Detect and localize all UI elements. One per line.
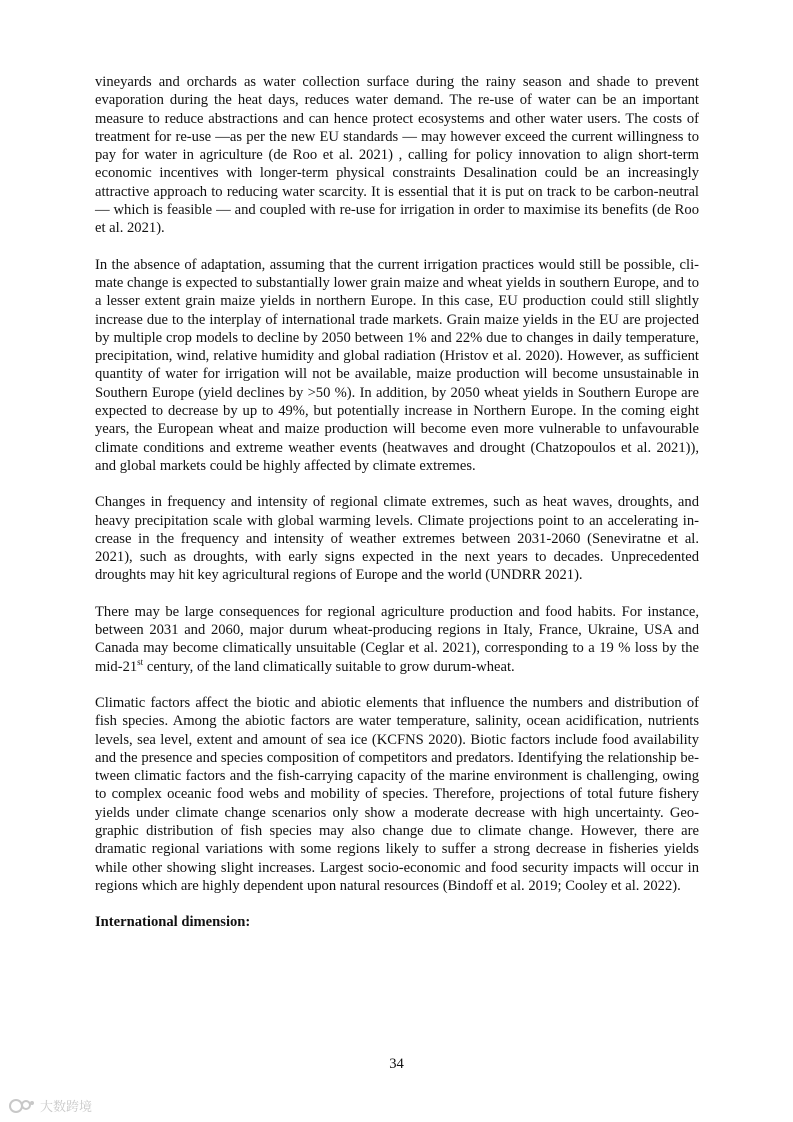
paragraph-durum-wheat — [95, 603, 699, 676]
paragraph-text: Climatic factors affect the biotic and abiotic elements that influence the numbers and distribution of fish species. Among the abiotic factors are water temperature, salinity, ocean acidification, nutrients levels, sea level, extent and amount of sea ice (KCFNS 2020). Biotic factors include food availability and the presence and species composition of competitors and predators. Identifying the relationship be-tween climatic factors and the fish-carrying capacity of the marine environment is challenging, owing to complex oceanic food webs and mobility of species. Therefore, projections of total future fishery yields under climate change scenarios only show a moderate decrease with high uncertainty. Geo-graphic distribution of fish species may also change due to climate change. However, there are dramatic regional variations with some regions likely to suffer a strong decrease in fisheries yields while other showing slight increases. Largest socio-economic and food security impacts will occur in regions which are highly dependent upon natural resources (Bindoff et al. 2019; Cooley et al. 2022). — [95, 694, 699, 894]
paragraph-text: vineyards and orchards as water collection surface during the rainy season and shade to prevent evaporation during the heat days, reduces water demand. The re-use of water can be an important measure to reduce abstractions and can hence protect ecosystems and other water users. The costs of treatment for re-use —as per the new EU standards — may however exceed the current willingness to pay for water in agriculture (de Roo et al. 2021) , calling for policy innovation to align short-term economic incentives with longer-term physical constraints Desalination could be an increasingly attractive approach to reducing water scarcity. It is essential that it is put on track to be carbon-neutral — which is feasible — and coupled with re-use for irrigation in order to maximise its benefits (de Roo et al. 2021). — [95, 74, 699, 237]
watermark — [8, 1096, 92, 1115]
paragraph-text: There may be large consequences for regional agriculture production and food habits. For instance, between 2031 and 2060, major durum wheat-producing regions in Italy, France, Ukraine, USA and Canada may become climatically unsuitable (Ceglar et al. 2021), corresponding to a 19 % loss by the mid-21 — [95, 603, 699, 675]
watermark-text: 大数跨境 — [40, 1100, 93, 1115]
document-body — [95, 73, 699, 931]
page-number: 34 — [389, 1056, 404, 1072]
paragraph-adaptation — [95, 256, 699, 476]
paragraph-text: Changes in frequency and intensity of regional climate extremes, such as heat waves, droughts, and heavy precipitation scale with global warming levels. Climate projections point to an accelerating in-crease in the frequency and intensity of weather extremes between 2031-2060 (Seneviratne et al. 2021), such as droughts, with early signs expected in the next years to decades. Unprecedented droughts may hit key agricultural regions of Europe and the world (UNDRR 2021). — [95, 494, 699, 584]
paragraph-fisheries — [95, 694, 699, 895]
superscript-ordinal: st — [137, 656, 144, 667]
paragraph-water-reuse — [95, 73, 699, 238]
paragraph-text: century, of the land climatically suitable to grow durum-wheat. — [143, 658, 515, 675]
watermark-logo-icon — [8, 1098, 36, 1114]
paragraph-climate-extremes — [95, 493, 699, 584]
section-heading: International dimension: — [95, 914, 251, 931]
paragraph-text: In the absence of adaptation, assuming that the current irrigation practices would still be possible, cli-mate change is expected to substantially lower grain maize and wheat yields in southern Europe, and to a lesser extent grain maize yields in northern Europe. In this case, EU production could still slightly increase due to the interplay of international trade markets. Grain maize yields in the EU are projected by multiple crop models to decline by 2050 between 1% and 22% due to changes in daily temperature, precipitation, wind, relative humidity and global radiation (Hristov et al. 2020). However, as sufficient quantity of water for irrigation will not be available, maize production will become unsustainable in Southern Europe (yield declines by >50 %). In addition, by 2050 wheat yields in Southern Europe are expected to decrease by up to 49%, but potentially increase in Northern Europe. In the coming eight years, the European wheat and maize production will become even more vulnerable to unfavourable climate conditions and extreme weather events (heatwaves and drought (Chatzopoulos et al. 2021)), and global markets could be highly affected by climate extremes. — [95, 256, 699, 474]
